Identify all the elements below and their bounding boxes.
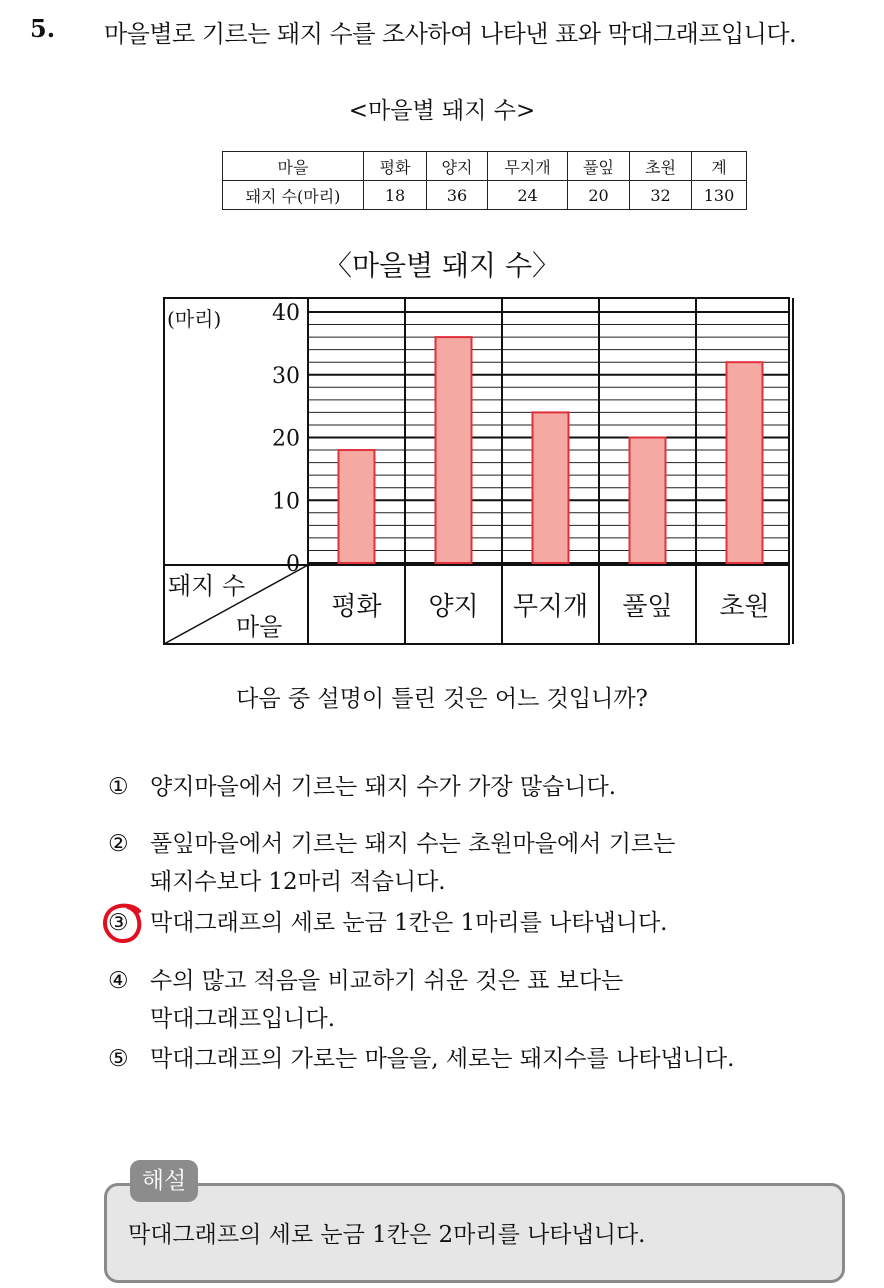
choice-number: ③ — [108, 910, 129, 936]
explanation-text: 막대그래프의 세로 눈금 1칸은 2마리를 나타냅니다. — [128, 1222, 646, 1248]
question-text: 마을별로 기르는 돼지 수를 조사하여 나타낸 표와 막대그래프입니다. — [104, 20, 797, 48]
y-tick-label: 0 — [286, 552, 300, 577]
corner-label-top: 돼지 수 — [168, 572, 246, 600]
y-tick-label: 30 — [272, 363, 300, 389]
bar-무지개 — [533, 412, 569, 563]
category-label: 풀잎 — [622, 592, 673, 622]
table-cell: 양지 — [427, 152, 488, 181]
table-cell: 무지개 — [488, 152, 568, 181]
choice-number: ④ — [108, 968, 129, 994]
explanation-tag: 해설 — [130, 1160, 198, 1202]
choice-line: 돼지수보다 12마리 적습니다. — [150, 869, 446, 895]
choice-line: 막대그래프입니다. — [150, 1006, 336, 1032]
bar-풀잎 — [630, 438, 666, 564]
choice-line: 수의 많고 적음을 비교하기 쉬운 것은 표 보다는 — [150, 968, 624, 994]
table-cell: 풀잎 — [568, 152, 630, 181]
choice-3[interactable] — [108, 904, 668, 942]
y-tick-label: 10 — [272, 489, 300, 515]
corner-label-bottom: 마을 — [236, 613, 283, 641]
choice-1[interactable] — [108, 768, 616, 806]
choice-number: ① — [108, 774, 129, 800]
question-number: 5. — [30, 14, 56, 43]
chart-title: 〈마을별 돼지 수〉 — [323, 249, 561, 282]
choice-line: 막대그래프의 세로 눈금 1칸은 1마리를 나타냅니다. — [150, 910, 668, 936]
answer-circle-mark — [101, 901, 145, 945]
y-tick-label: 40 — [272, 301, 300, 326]
table-cell: 130 — [692, 181, 747, 210]
y-tick-label: 20 — [272, 426, 300, 452]
table-cell: 초원 — [630, 152, 692, 181]
category-label: 평화 — [331, 592, 382, 622]
table-cell: 32 — [630, 181, 692, 210]
table-cell: 마을 — [223, 152, 364, 181]
choice-line: 풀잎마을에서 기르는 돼지 수는 초원마을에서 기르는 — [150, 831, 676, 857]
table-title: <마을별 돼지 수> — [348, 98, 536, 124]
category-label: 양지 — [428, 592, 479, 622]
table-cell: 돼지 수(마리) — [223, 181, 364, 210]
choice-4[interactable] — [108, 962, 623, 1038]
table-cell: 36 — [427, 181, 488, 210]
choice-5[interactable] — [108, 1040, 734, 1078]
bar-양지 — [436, 337, 472, 563]
table-cell: 24 — [488, 181, 568, 210]
choice-number: ② — [108, 831, 129, 857]
table-cell: 20 — [568, 181, 630, 210]
y-unit-label: (마리) — [167, 307, 222, 331]
choice-line: 막대그래프의 가로는 마을을, 세로는 돼지수를 나타냅니다. — [150, 1046, 735, 1072]
bar-초원 — [727, 362, 763, 563]
bar-평화 — [339, 450, 375, 563]
choice-2[interactable] — [108, 825, 675, 901]
category-label: 무지개 — [512, 592, 589, 622]
table-cell: 18 — [364, 181, 427, 210]
table-cell: 계 — [692, 152, 747, 181]
question-prompt: 다음 중 설명이 틀린 것은 어느 것입니까? — [236, 686, 648, 712]
table-cell: 평화 — [364, 152, 427, 181]
choice-line: 양지마을에서 기르는 돼지 수가 가장 많습니다. — [150, 774, 617, 800]
category-label: 초원 — [719, 592, 770, 622]
choice-number: ⑤ — [108, 1046, 129, 1072]
